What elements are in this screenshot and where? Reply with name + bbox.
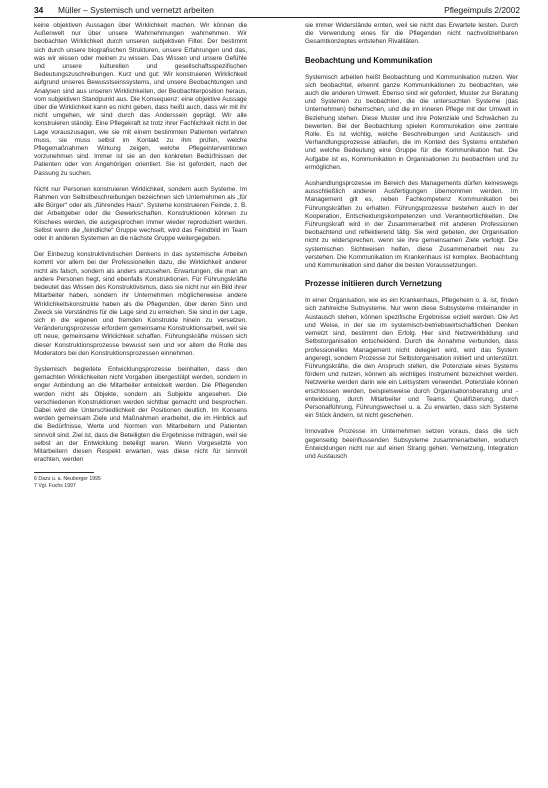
section2-paragraph-2: Innovative Prozesse im Unternehmen setzen voraus, dass die sich gegenseitig beeinflussenden Subsysteme zusammenarbeiten, wodurch Entwicklungen nicht nur auf einen Strang gehen. Vernetzung, Integration und Austausch <box>305 428 518 460</box>
footnote-7: 7 Vgl. Fuchs 1997 <box>34 482 76 489</box>
footnote-divider <box>34 472 94 473</box>
left-paragraph-3: Der Einbezug konstruktivistischen Denkens in das systemische Arbeiten kommt vor allem bei der Professionellen dazu, die Wirklichkeit anderer nicht als falsch, sondern als anders anzusehen. Erwartungen, die man an andere Personen hegt, sind ebenfalls Konstruktionen. Für Führungskräfte bedeutet das Wissen des Konstruktivismus, dass sie nicht nur ein Bild ihrer Mitarbeiter haben, sondern ihr Unternehmen möglicherweise andere Wirklichkeitskonstrukte haben als die Pflegenden, über deren Sinn und Zweck sie Verständnis für die Lage sind zu erreichen. Sie sind in der Lage, sich in die eigenen und fremden Konstrukte hinein zu versetzen. Veränderungsprozesse erfordern gemeinsame Konstruktionsarbeit, weil sie oft neue, gemeinsame Wirklichkeit schaffen. Führungskräfte müssen sich dieser Konstruktionsprozesse bewusst sein und vor allem die Rolle des Moderators bei den Konstruktionsprozessen einnehmen. <box>34 251 247 357</box>
section1-paragraph-1: Systemisch arbeiten heißt Beobachtung und Kommunikation nutzen. Wer sich beobachtet, erkennt ganze Kommunikationen zu beobachten, wie auch die anderen Umwelt. Ebenso sind wir gefordert, Muster zur Beratung und Systemen zu beobachten, die die untersuchten Systeme (das Unternehmen) beherrschen, und die im inneren Pflege mit der Umwelt in Beziehung stehen. Diese Muster und ihre Potenziale und Schwächen zu bewerten. Bei der Beobachtung spielen Kommunikation eine zentrale Rolle. Es ist wichtig, welche Beschreibungen und Austausch- und Verhandlungsprozesse ablaufen, die im Kontext des Systems entstehen und welche Bedeutung eine Gruppe für die Kommunikation hat. Die Aufgabe ist es, Kommunikation in Organisationen zu beobachten und zu ermöglichen. <box>305 73 518 171</box>
section2-paragraph-1: In einer Organisation, wie es ein Krankenhaus, Pflegeheim o. ä. ist, finden sich zahlreiche Subsysteme. Nur wenn diese Subsysteme miteinander in Austausch stehen, können spezifische Ergebnisse erzielt werden. Die Art und Weise, in der sie im systemisch-betriebswirtschaftlichen Denken vernetzt sind, bestimmt den Erfolg. Hier sind Netzwerkbildung und Selbstorganisation entscheidend. Durch die Annahme verbunden, dass professionelles Management nicht delegiert wird, wird das System angeregt, sondern Prozesse zur Selbstorganisation initiiert und unterstützt. Führungskräfte, die den Anspruch stellen, die Potenziale eines Systems fördern und nutzen, können als wichtiges Instrument bezeichnet werden. Netzwerke werden darin wie ein Leitsystem verwendet. Potenziale können erschlossen werden, beispielsweise durch Organisationsberatung und -entwicklung, durch Mitarbeiter und Teams. Qualifizierung, durch Personalführung, Führungswechsel u. a. Zu erwarten, dass sich Systeme ein Stück ändern, ist nicht geschehen. <box>305 297 518 420</box>
right-column <box>305 22 518 469</box>
left-column <box>34 22 247 489</box>
left-paragraph-2: Nicht nur Personen konstruieren Wirklichkeit, sondern auch Systeme. Im Rahmen von Selbstbeschreibungen bezeichnen sich Unternehmen als „für alle Bürger“ oder als „führendes Haus“. Systeme konstruieren Feinde, z. B. der Arbeitgeber oder die Gewerkschaften. Konstruktionen können zu Klischees werden, die ausgesprochen immer wieder reproduziert werden. Selbst wenn die „feindliche“ Gruppe wechselt, wird das Feindbild im Team oder in anderen Systemen an die nächste Gruppe weitergegeben. <box>34 185 247 243</box>
journal-issue: Pflegeimpuls 2/2002 <box>444 5 520 15</box>
left-paragraph-4: Systemisch begleitete Entwicklungsprozesse beinhalten, dass den gemachten Wirklichkeiten nicht Vorgaben übergestülpt werden, sondern in enger Anbindung an die Mitarbeiter entwickelt werden. Die Pflegenden werden nicht als Objekte, sondern als Subjekte angesehen. Die verschiedenen Konstruktionen werden sichtbar gemacht und besprochen. Dabei wird die Unterschiedlichkeit der Positionen deutlich. Im Konsens werden gemeinsam Ziele und Maßnahmen erarbeitet, die im Hinblick auf die Bedürfnisse, Werte und Normen von Mitarbeitern und Patienten sinnvoll sind. Ziel ist, dass die Beteiligten die Ergebnisse mittragen, weil sie selbst an der Entwicklung beteiligt waren. Wenn Vorgesetzte von Mitarbeitern diesen Respekt erwarten, was diese nicht für sinnvoll erachten, werden <box>34 365 247 464</box>
footnote-6: 6 Dazu u. a. Neuberger 1995 <box>34 476 101 483</box>
page-header <box>34 3 520 18</box>
section-heading-beobachtung: Beobachtung und Kommunikation <box>305 55 433 65</box>
left-paragraph-1: keine objektiven Aussagen über Wirklichkeit machen. Wir können die Außenwelt nur über unsere Wahrnehmungen wahrnehmen. Wir beobachten Wirklichkeit durch unseren subjektiven Filter. Der bestimmt sich durch unsere biografischen Strukturen, unsere Erfahrungen und das, was wir wissen oder meinen zu wissen. Das Wissen und unsere Gefühle und unsere kulturellen und gesellschaftsspezifischen Bedeutungszuschreibungen. Kurz und gut: Wir konstruieren Wirklichkeit aufgrund unseres Bewusstseinssystems, und unsere Beobachtungen und Analysen sind aus unseren Wirklichkeiten, der Beobachterposition heraus, vom subjektiven Standpunkt aus. Die Konsequenz: eine objektive Aussage über die Wirklichkeit kann es nicht geben, dass heißt auch, dass wir mit ihr nicht umgehen, wir sind durch das Anderssein geprägt. Wir alle konstruieren ständig. Eine Pflegekraft ist trotz ihrer Fachlichkeit nicht in der Lage vorauszusagen, wie sie mit einem bestimmten Patienten verfahren muss, sie muss selbst im Kontakt zu ihm prüfen, welche Pflegemaßnahmen Wirkung zeigen, welche Pflegeinterventionen vorzunehmen sind. Immer ist sie an den konkreten Bedürfnissen der Patienten oder von Angehörigen orientiert. Sie ist gefordert, nach der Passung zu suchen. <box>34 22 247 177</box>
right-intro-paragraph: sie immer Widerstände ernten, weil sie nicht das Erwartete leisten. Durch die Verwendung eines für die Pflegenden nicht nachvollziehbaren Gesamtkonzeptes entstehen Rivalitäten. <box>305 22 518 46</box>
section1-paragraph-2: Aushandlungsprozesse im Bereich des Managements dürfen keineswegs ausschließlich anderen Ausfertigungen übernommen werden. Im Management gilt es, neben Fachkompetenz Kommunikation bei Führungskräften zu erhalten. Führungsprozesse bestehen auch in der Kooperation, Entscheidungskompetenzen und Verantwortlichkeiten. Die Führungskraft wird in der Zusammenarbeit mit anderen Professionen beobachtend und reflektierend tätig. Sie wird gebeten, der Organisation nicht zu widersprechen, wenn sie ihre gemeinsamen Ziele verfolgt. Die systemischen Sichtweisen helfen, diese Zusammenarbeit neu zu verstehen. Die Kommunikation im Krankenhaus ist komplex. Beobachtung und Kommunikation sind daher die besten Voraussetzungen. <box>305 180 518 270</box>
section-heading-prozesse: Prozesse initiieren durch Vernetzung <box>305 279 442 289</box>
page-number: 34 <box>34 5 44 15</box>
running-title: Müller – Systemisch und vernetzt arbeiten <box>58 5 214 15</box>
